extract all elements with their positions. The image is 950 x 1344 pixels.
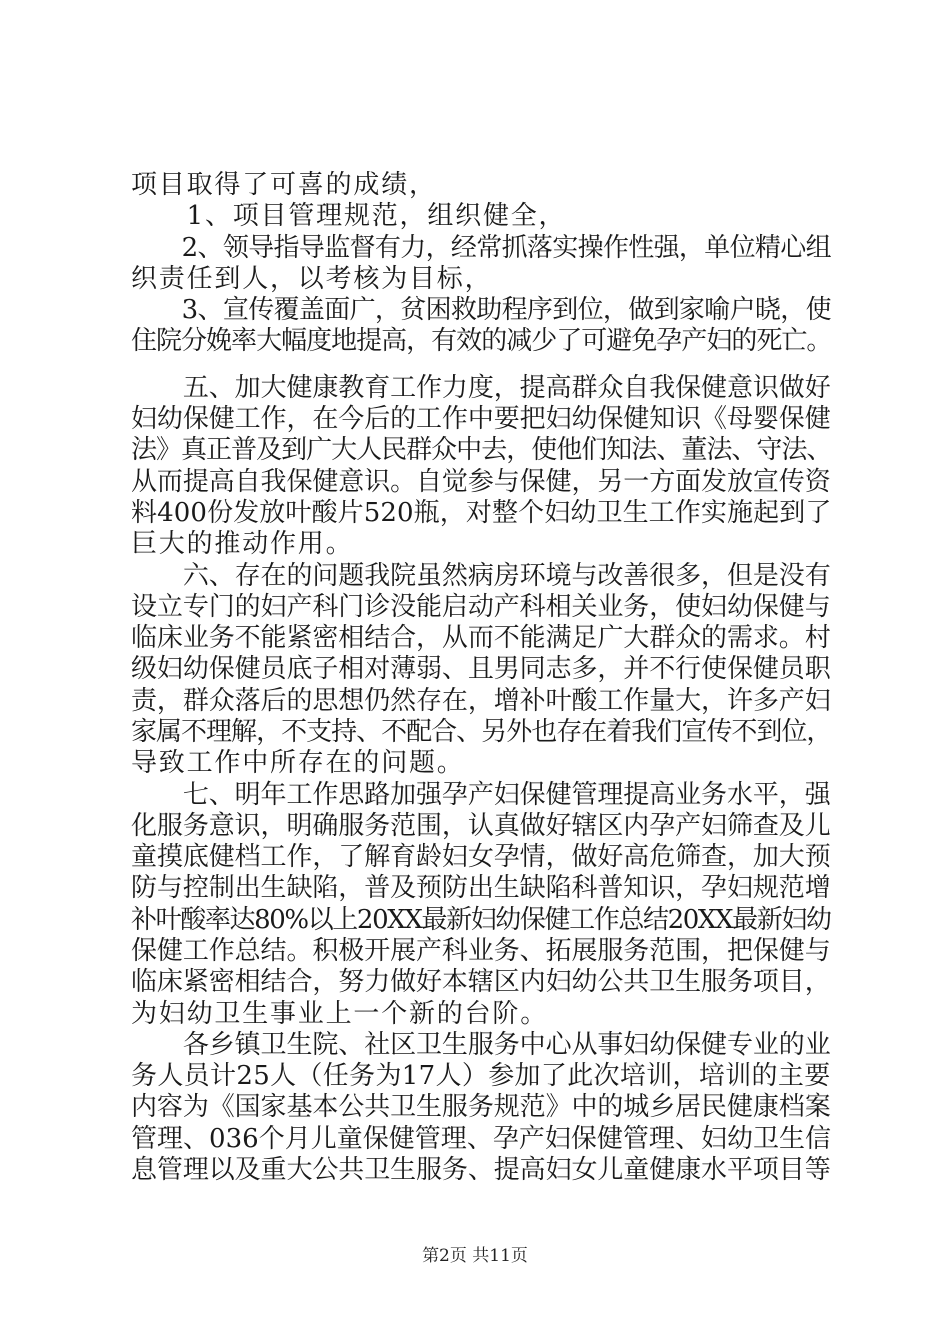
text-line: 1、项目管理规范，组织健全， bbox=[131, 201, 567, 231]
text-line: 料400份发放叶酸片520瓶，对整个妇幼卫生工作实施起到了 bbox=[131, 498, 832, 528]
text-line: 七、明年工作思路加强孕产妇保健管理提高业务水平，强 bbox=[131, 780, 831, 810]
text-line: 导致工作中所存在的问题。 bbox=[131, 748, 465, 778]
text-line: 织责任到人，以考核为目标， bbox=[131, 264, 493, 294]
text-line: 住院分娩率大幅度地提高，有效的减少了可避免孕产妇的死亡。 bbox=[131, 326, 832, 356]
page-footer: 第2页 共11页 bbox=[422, 1246, 528, 1266]
text-line: 化服务意识，明确服务范围，认真做好辖区内孕产妇筛查及儿 bbox=[131, 811, 831, 841]
text-line: 各乡镇卫生院、社区卫生服务中心从事妇幼保健专业的业 bbox=[131, 1030, 831, 1060]
text-line: 保健工作总结。积极开展产科业务、拓展服务范围，把保健与 bbox=[131, 936, 831, 966]
text-line: 责，群众落后的思想仍然存在，增补叶酸工作量大，许多产妇 bbox=[131, 686, 831, 716]
text-line: 管理、036个月儿童保健管理、孕产妇保健管理、妇幼卫生信 bbox=[131, 1124, 832, 1154]
text-line: 2、领导指导监督有力，经常抓落实操作性强，单位精心组 bbox=[131, 233, 831, 263]
text-line: 务人员计25人（任务为17人）参加了此次培训，培训的主要 bbox=[131, 1061, 831, 1091]
text-line: 息管理以及重大公共卫生服务、提高妇女儿童健康水平项目等 bbox=[131, 1155, 831, 1185]
text-line: 临床紧密相结合，努力做好本辖区内妇幼公共卫生服务项目， bbox=[131, 967, 831, 997]
text-line: 法》真正普及到广大人民群众中去，使他们知法、董法、守法、 bbox=[131, 435, 832, 465]
text-line: 补叶酸率达80%以上20XX最新妇幼保健工作总结20XX最新妇幼 bbox=[131, 905, 831, 935]
text-line: 从而提高自我保健意识。自觉参与保健，另一方面发放宣传资 bbox=[131, 467, 831, 497]
text-line: 3、宣传覆盖面广，贫困救助程序到位，做到家喻户晓，使 bbox=[131, 295, 831, 325]
text-line: 六、存在的问题我院虽然病房环境与改善很多，但是没有 bbox=[131, 561, 831, 591]
text-line: 设立专门的妇产科门诊没能启动产科相关业务，使妇幼保健与 bbox=[131, 592, 831, 622]
text-line: 五、加大健康教育工作力度，提高群众自我保健意识做好 bbox=[131, 373, 831, 403]
text-line: 家属不理解，不支持、不配合、另外也存在着我们宣传不到位， bbox=[131, 717, 832, 747]
text-line: 级妇幼保健员底子相对薄弱、且男同志多，并不行使保健员职 bbox=[131, 654, 831, 684]
text-line: 内容为《国家基本公共卫生服务规范》中的城乡居民健康档案 bbox=[131, 1092, 831, 1122]
text-line: 项目取得了可喜的成绩， bbox=[131, 170, 437, 200]
text-line: 巨大的推动作用。 bbox=[131, 529, 354, 559]
text-line: 童摸底健档工作，了解育龄妇女孕情，做好高危筛查，加大预 bbox=[131, 842, 831, 872]
text-line: 为妇幼卫生事业上一个新的台阶。 bbox=[131, 999, 549, 1029]
text-line: 妇幼保健工作，在今后的工作中要把妇幼保健知识《母婴保健 bbox=[131, 404, 831, 434]
text-line: 临床业务不能紧密相结合，从而不能满足广大群众的需求。村 bbox=[131, 623, 831, 653]
text-line: 防与控制出生缺陷，普及预防出生缺陷科普知识，孕妇规范增 bbox=[131, 873, 831, 903]
